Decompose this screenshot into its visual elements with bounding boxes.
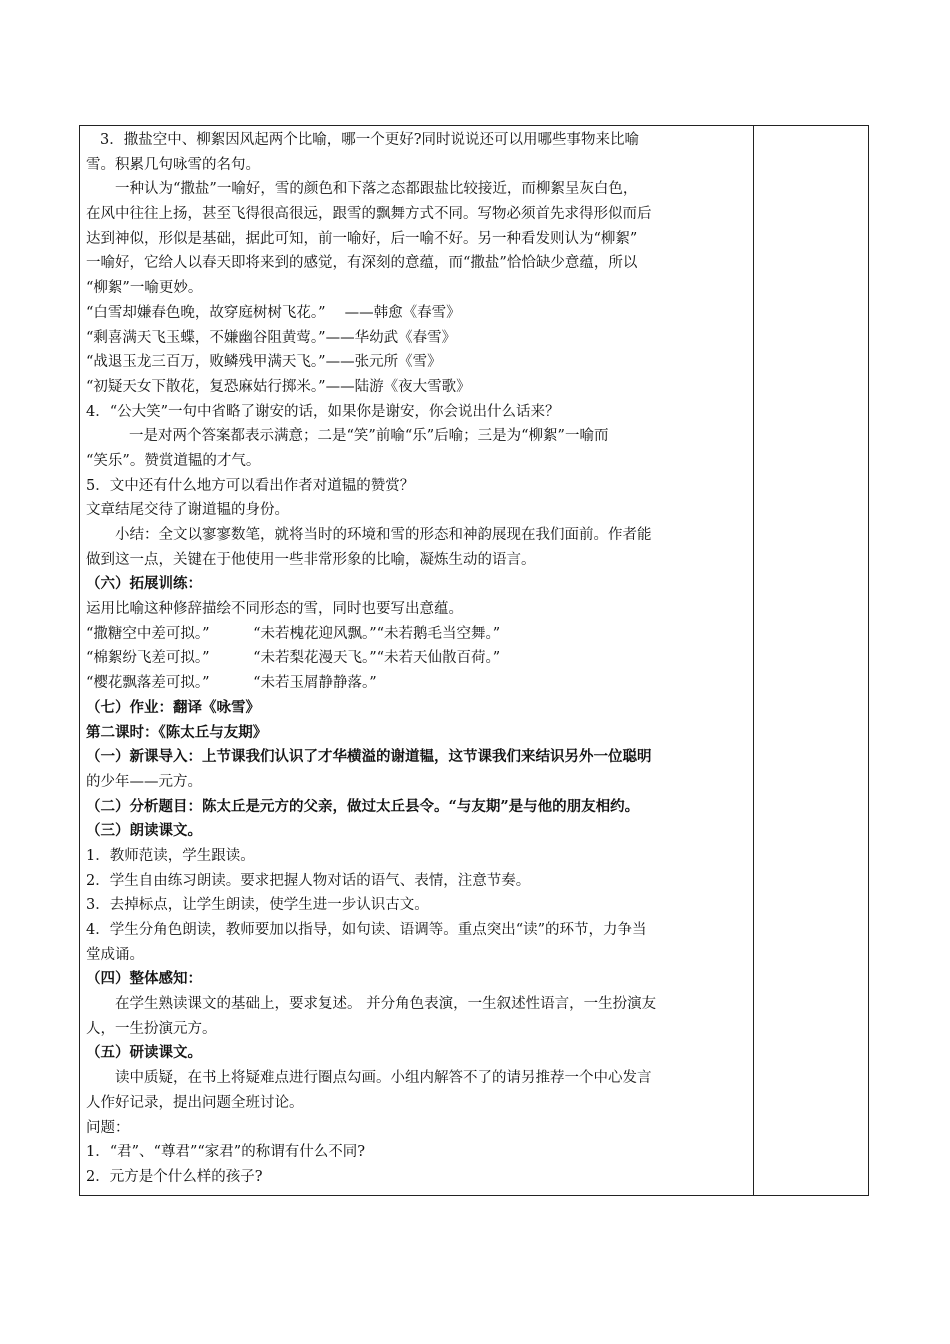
- text-line: 2．元方是个什么样的孩子?: [86, 1168, 263, 1185]
- text-line: 的少年——元方。: [86, 773, 202, 790]
- text-line: 问题：: [86, 1119, 130, 1136]
- text-line: 在风中往往上扬，甚至飞得很高很远，跟雪的飘舞方式不同。写物必须首先求得形似而后: [86, 206, 652, 223]
- text-line: 一种认为“撒盐”一喻好，雪的颜色和下落之态都跟盐比较接近，而柳絮呈灰白色，: [115, 181, 638, 198]
- text-line: 一是对两个答案都表示满意；二是“笑”前喻“乐”后喻；三是为“柳絮”一喻而: [129, 428, 609, 445]
- text-line: 雪。积累几句咏雪的名句。: [86, 156, 260, 173]
- text-line: “棉絮纷飞差可拟。” “未若梨花漫天飞。”“未若天仙散百荷。”: [86, 650, 501, 667]
- lesson-table: [79, 125, 869, 1196]
- text-line: “樱花飘落差可拟。” “未若玉屑静静落。”: [86, 675, 377, 692]
- lesson-content-cell: [80, 126, 754, 1195]
- notes-column-cell: [754, 126, 868, 1195]
- text-line: 小结：全文以寥寥数笔，就将当时的环境和雪的形态和神韵展现在我们面前。作者能: [115, 527, 652, 543]
- text-line: “柳絮”一喻更妙。: [86, 280, 203, 297]
- text-line: 第二课时：《陈太丘与友期》: [86, 723, 268, 741]
- text-line: 1．教师范读，学生跟读。: [86, 847, 255, 864]
- text-line: 人作好记录，提出问题全班讨论。: [86, 1094, 304, 1111]
- text-line: 一喻好，它给人以春天即将来到的感觉，有深刻的意蕴，而“撒盐”恰恰缺少意蕴，所以: [86, 255, 638, 272]
- text-line: 4．“公大笑”一句中省略了谢安的话，如果你是谢安，你会说出什么话来？: [86, 403, 560, 420]
- text-line: 4．学生分角色朗读，教师要加以指导，如句读、语调等。重点突出“读”的环节，力争当: [86, 922, 647, 938]
- text-line: 运用比喻这种修辞描绘不同形态的雪，同时也要写出意蕴。: [86, 601, 463, 618]
- text-line: 在学生熟读课文的基础上，要求复述。 并分角色表演，一生叙述性语言，一生扮演友: [115, 996, 657, 1013]
- text-line: （一）新课导入：上节课我们认识了才华横溢的谢道韫，这节课我们来结识另外一位聪明: [86, 748, 652, 766]
- text-line: “剩喜满天飞玉蝶，不嫌幽谷阻黄莺。”——华幼武《春雪》: [86, 329, 457, 346]
- text-line: （七）作业：翻译《咏雪》: [86, 698, 260, 716]
- text-line: 3．去掉标点，让学生朗读，使学生进一步认识古文。: [86, 897, 429, 914]
- text-line: “撒糖空中差可拟。” “未若槐花迎风飘。”“未若鹅毛当空舞。”: [86, 625, 501, 642]
- text-line: 达到神似，形似是基础，据此可知，前一喻好，后一喻不好。另一种看发则认为“柳絮”: [86, 230, 638, 247]
- text-line: 堂成诵。: [86, 946, 144, 963]
- text-line: 2．学生自由练习朗读。要求把握人物对话的语气、表情，注意节奏。: [86, 872, 531, 889]
- text-line: （六）拓展训练：: [86, 575, 202, 593]
- text-line: 人，一生扮演元方。: [86, 1020, 217, 1037]
- text-line: “白雪却嫌春色晚，故穿庭树树飞花。” ——韩愈《春雪》: [86, 304, 461, 321]
- text-line: 5．文中还有什么地方可以看出作者对道韫的赞赏？: [86, 477, 415, 494]
- text-line: （五）研读课文。: [86, 1044, 202, 1062]
- text-line: （四）整体感知：: [86, 970, 202, 988]
- text-line: 做到这一点，关键在于他使用一些非常形象的比喻，凝炼生动的语言。: [86, 551, 536, 568]
- text-line: （二）分析题目：陈太丘是元方的父亲，做过太丘县令。“与友期”是与他的朋友相约。: [86, 797, 640, 815]
- text-line: “初疑天女下散花，复恐麻姑行掷米。”——陆游《夜大雪歌》: [86, 378, 471, 395]
- text-line: “笑乐”。赞赏道韫的才气。: [86, 452, 261, 469]
- text-line: （三）朗读课文。: [86, 822, 202, 840]
- text-line: 1．“君”、“尊君”“家君”的称谓有什么不同?: [86, 1144, 365, 1161]
- text-line: 3．撒盐空中、柳絮因风起两个比喻，哪一个更好?同时说说还可以用哪些事物来比喻: [100, 132, 639, 148]
- text-line: 文章结尾交待了谢道韫的身份。: [86, 502, 289, 519]
- text-line: “战退玉龙三百万，败鳞残甲满天飞。”——张元所《雪》: [86, 354, 442, 371]
- text-line: 读中质疑，在书上将疑难点进行圈点勾画。小组内解答不了的请另推荐一个中心发言: [115, 1070, 652, 1087]
